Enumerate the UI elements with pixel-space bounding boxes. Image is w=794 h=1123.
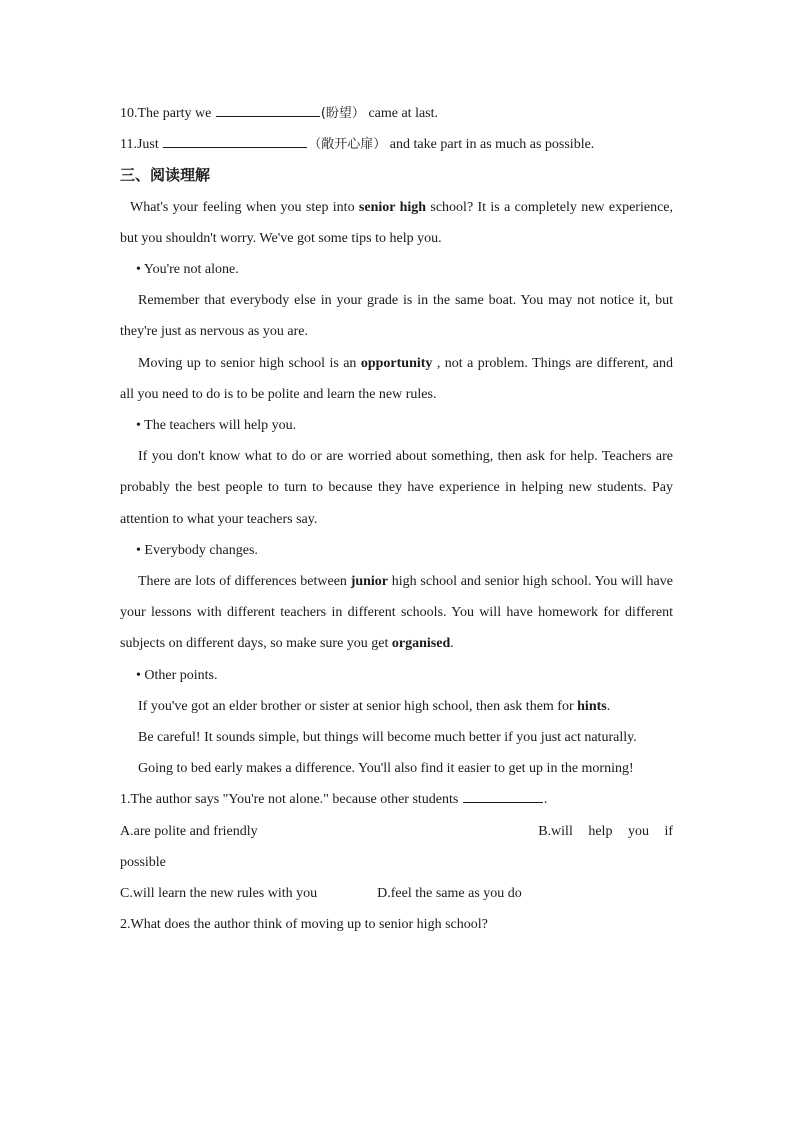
answer-blank[interactable] (216, 102, 320, 117)
bold-word: junior (350, 573, 389, 589)
question-punctuation: . (543, 792, 548, 808)
text: school? It is a completely new experience, but you shouldn't worry. We've got some tips to help you. (120, 199, 674, 246)
text: . (450, 636, 454, 652)
tip-heading-3: • Everybody changes. (136, 542, 258, 558)
chinese-hint: (盼望） (320, 106, 365, 121)
text: There are lots of differences between (138, 573, 351, 589)
text: If you've got an elder brother or sister at senior high school, then ask them for (138, 698, 578, 714)
passage-paragraph-7: Be careful! It sounds simple, but things will become much better if you just act naturally. (138, 729, 637, 745)
option-b[interactable]: B.will help you if (538, 823, 673, 839)
bold-word: opportunity (360, 355, 433, 371)
chinese-hint: （敞开心扉） (308, 137, 387, 153)
bold-word: hints (577, 698, 607, 714)
question-1-options-ab (120, 816, 673, 847)
item-number: 10. (120, 106, 138, 121)
item-text-after: came at last. (368, 106, 439, 121)
item-number: 11. (120, 137, 137, 153)
option-b-continued: possible (120, 854, 166, 870)
answer-blank[interactable] (463, 788, 543, 803)
tip-heading-4: • Other points. (136, 667, 218, 683)
passage-paragraph-6 (120, 691, 673, 722)
item-text-before: The party we (137, 106, 212, 121)
item-text-before: Just (136, 137, 159, 153)
question-text: 1.The author says "You're not alone." because other students (120, 792, 459, 808)
answer-blank[interactable] (163, 133, 307, 148)
text: What's your feeling when you step into (130, 199, 359, 215)
tip-heading-2: • The teachers will help you. (136, 417, 297, 433)
item-text-after: and take part in as much as possible. (389, 137, 595, 153)
text: , not a problem. Things are different, and all you need to do is to be polite and learn the new rules. (120, 355, 673, 402)
bold-word: senior high (358, 199, 427, 215)
passage-paragraph-4: If you don't know what to do or are worried about something, then ask for help. Teachers are probably the best people to turn to because they have experience in helping new students. Pay attention to what your teachers say. (120, 449, 673, 527)
worksheet-content (120, 98, 673, 940)
question-1-options-cd (120, 878, 673, 909)
option-c[interactable]: C.will learn the new rules with you (120, 885, 318, 901)
option-d[interactable]: D.feel the same as you do (377, 885, 522, 901)
option-a[interactable]: A.are polite and friendly (120, 823, 258, 839)
question-2-stem: 2.What does the author think of moving up to senior high school? (120, 917, 488, 933)
passage-paragraph-2: Remember that everybody else in your grade is in the same boat. You may not notice it, but they're just as nervous as you are. (120, 293, 673, 340)
fill-in-item-11 (120, 129, 673, 160)
passage-paragraph-3 (120, 348, 673, 410)
passage-paragraph-5 (120, 566, 673, 660)
text: high school and senior high school. You will have your lessons with different teachers in different schools. You will have homework for different subjects on different days, so make sure you get (120, 573, 673, 652)
tip-heading-1: • You're not alone. (136, 261, 239, 277)
passage-paragraph-1 (120, 192, 673, 254)
fill-in-item-10 (120, 98, 673, 129)
section-title: 三、阅读理解 (120, 166, 211, 185)
text: . (606, 698, 611, 714)
bold-word: organised (391, 636, 451, 652)
text: Moving up to senior high school is an (138, 355, 361, 371)
question-1-stem (120, 784, 673, 815)
passage-paragraph-8: Going to bed early makes a difference. You'll also find it easier to get up in the morning! (138, 761, 634, 777)
